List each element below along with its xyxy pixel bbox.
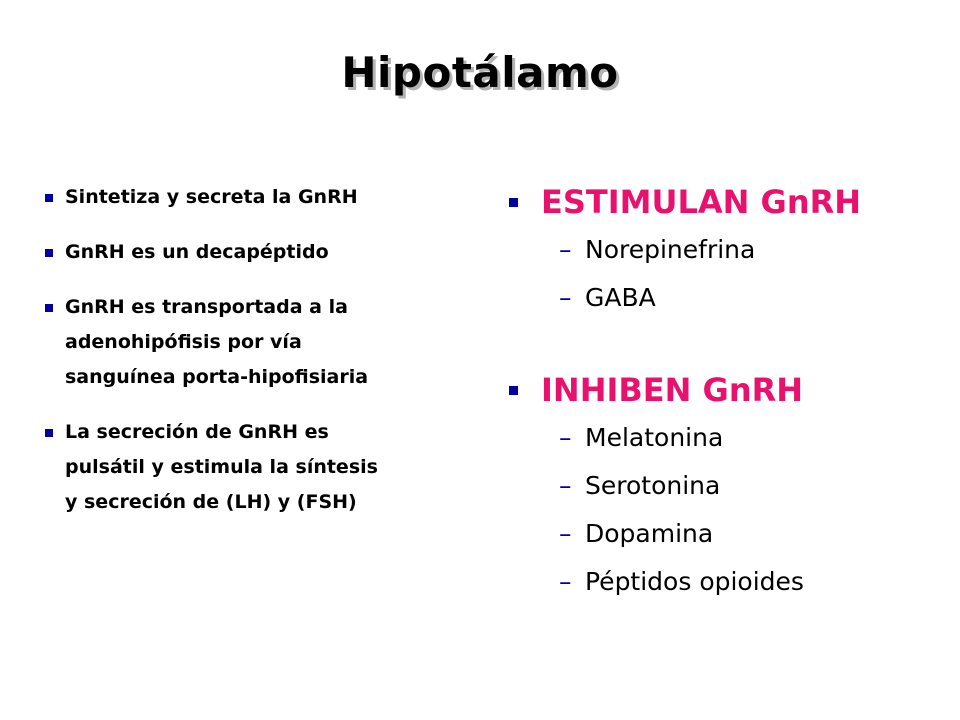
dash-marker: –	[559, 471, 572, 500]
square-bullet-icon	[509, 198, 518, 207]
left-bullet-list	[45, 180, 495, 540]
bullet-line: adenohipófisis por vía	[65, 331, 302, 353]
dash-marker: –	[559, 235, 572, 264]
right-column	[507, 178, 947, 606]
bullet-line: sanguínea porta-hipofisiaria	[65, 366, 369, 388]
square-bullet-icon	[45, 429, 53, 437]
list-item	[45, 290, 495, 395]
stimulate-heading	[507, 178, 947, 226]
square-bullet-icon	[45, 194, 53, 202]
bullet-line: y secreción de (LH) y (FSH)	[65, 491, 357, 513]
page-title: Hipotálamo	[341, 48, 619, 97]
stimulate-item	[507, 226, 947, 274]
bullet-line: GnRH es un decapéptido	[65, 241, 329, 263]
stimulate-heading-text: ESTIMULAN GnRH	[541, 183, 862, 221]
bullet-line: La secreción de GnRH es	[65, 421, 329, 443]
dash-marker: –	[559, 567, 572, 596]
inhibit-heading-text: INHIBEN GnRH	[541, 371, 804, 409]
inhibit-item-text: Péptidos opioides	[585, 567, 804, 596]
inhibit-heading	[507, 366, 947, 414]
inhibit-item-text: Dopamina	[585, 519, 714, 548]
inhibit-item	[507, 462, 947, 510]
square-bullet-icon	[45, 304, 53, 312]
list-item	[45, 180, 495, 215]
dash-marker: –	[559, 423, 572, 452]
square-bullet-icon	[45, 249, 53, 257]
inhibit-item	[507, 510, 947, 558]
stimulate-item-text: Norepinefrina	[585, 235, 756, 264]
dash-marker: –	[559, 519, 572, 548]
inhibit-item	[507, 414, 947, 462]
bullet-line: Sintetiza y secreta la GnRH	[65, 186, 358, 208]
list-item	[45, 235, 495, 270]
dash-marker: –	[559, 283, 572, 312]
inhibit-item	[507, 558, 947, 606]
bullet-line: GnRH es transportada a la	[65, 296, 348, 318]
stimulate-item-text: GABA	[585, 283, 656, 312]
inhibit-item-text: Melatonina	[585, 423, 724, 452]
list-item	[45, 415, 495, 520]
square-bullet-icon	[509, 386, 518, 395]
bullet-line: pulsátil y estimula la síntesis	[65, 456, 378, 478]
stimulate-item	[507, 274, 947, 322]
inhibit-item-text: Serotonina	[585, 471, 721, 500]
